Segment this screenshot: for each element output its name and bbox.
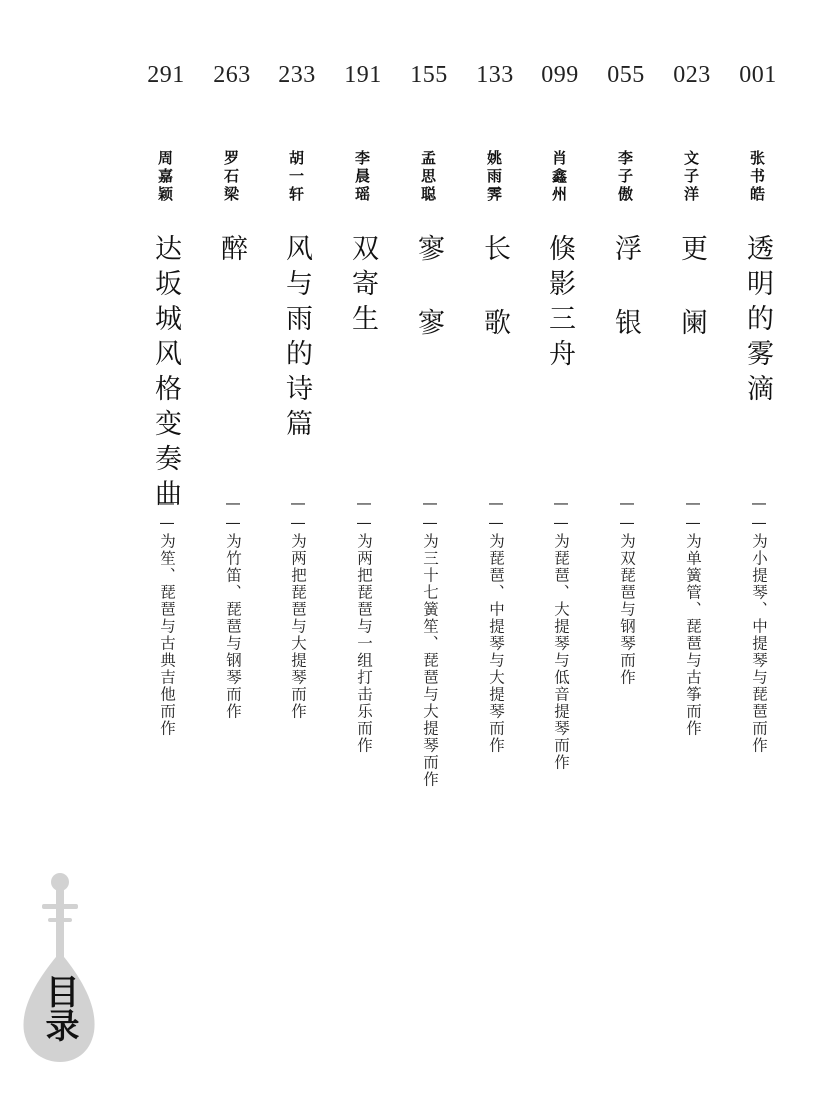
toc-heading: 目录 [39, 974, 79, 1042]
page-number: 001 [739, 62, 777, 88]
author-name: 姚雨霁 [485, 150, 503, 204]
toc-entry[interactable] [529, 62, 591, 822]
toc-entry[interactable] [595, 62, 657, 822]
page-number: 099 [541, 62, 579, 88]
toc-entry[interactable] [464, 62, 526, 822]
author-name: 李子傲 [616, 150, 634, 204]
toc-entry[interactable] [266, 62, 328, 822]
author-name: 张书皓 [748, 150, 766, 204]
piece-dedication: ——为小提琴、中提琴与琵琶而作 [750, 494, 768, 754]
toc-entry[interactable] [135, 62, 197, 822]
piece-dedication: ——为三十七簧笙、琵琶与大提琴而作 [421, 494, 439, 788]
piece-dedication: ——为竹笛、琵琶与钢琴而作 [224, 494, 242, 720]
piece-dedication: ——为双琵琶与钢琴而作 [618, 494, 636, 686]
piece-title: 达坂城风格变奏曲 [150, 234, 181, 514]
piece-title: 长 歌 [479, 234, 510, 343]
piece-title: 倏影三舟 [544, 234, 575, 374]
piece-dedication: ——为单簧管、琵琶与古筝而作 [684, 494, 702, 737]
toc-entry[interactable] [332, 62, 394, 822]
page-number: 055 [607, 62, 645, 88]
piece-title: 风与雨的诗篇 [281, 234, 312, 444]
toc-entry[interactable] [201, 62, 263, 822]
author-name: 胡一轩 [287, 150, 305, 204]
page-number: 023 [673, 62, 711, 88]
piece-title: 醉 [216, 234, 247, 269]
author-name: 孟思聪 [419, 150, 437, 204]
pipa-logo [18, 870, 108, 1070]
piece-title: 寥 寥 [413, 234, 444, 343]
toc-entry[interactable] [727, 62, 789, 822]
piece-title: 透明的雾滴 [742, 234, 773, 409]
author-name: 李晨瑶 [353, 150, 371, 204]
piece-title: 双寄生 [347, 234, 378, 339]
page-number: 233 [278, 62, 316, 88]
piece-dedication: ——为两把琵琶与大提琴而作 [289, 494, 307, 720]
piece-dedication: ——为笙、琵琶与古典吉他而作 [158, 494, 176, 737]
page-number: 133 [476, 62, 514, 88]
page-number: 155 [410, 62, 448, 88]
piece-title: 浮 银 [610, 234, 641, 343]
piece-title: 更 阑 [676, 234, 707, 343]
author-name: 文子洋 [682, 150, 700, 204]
author-name: 周嘉颖 [156, 150, 174, 204]
author-name: 肖鑫州 [550, 150, 568, 204]
page-number: 191 [344, 62, 382, 88]
toc-entry[interactable] [398, 62, 460, 822]
toc-entry[interactable] [661, 62, 723, 822]
piece-dedication: ——为两把琵琶与一组打击乐而作 [355, 494, 373, 754]
page-number: 263 [213, 62, 251, 88]
piece-dedication: ——为琵琶、中提琴与大提琴而作 [487, 494, 505, 754]
piece-dedication: ——为琵琶、大提琴与低音提琴而作 [552, 494, 570, 771]
page-number: 291 [147, 62, 185, 88]
author-name: 罗石梁 [222, 150, 240, 204]
